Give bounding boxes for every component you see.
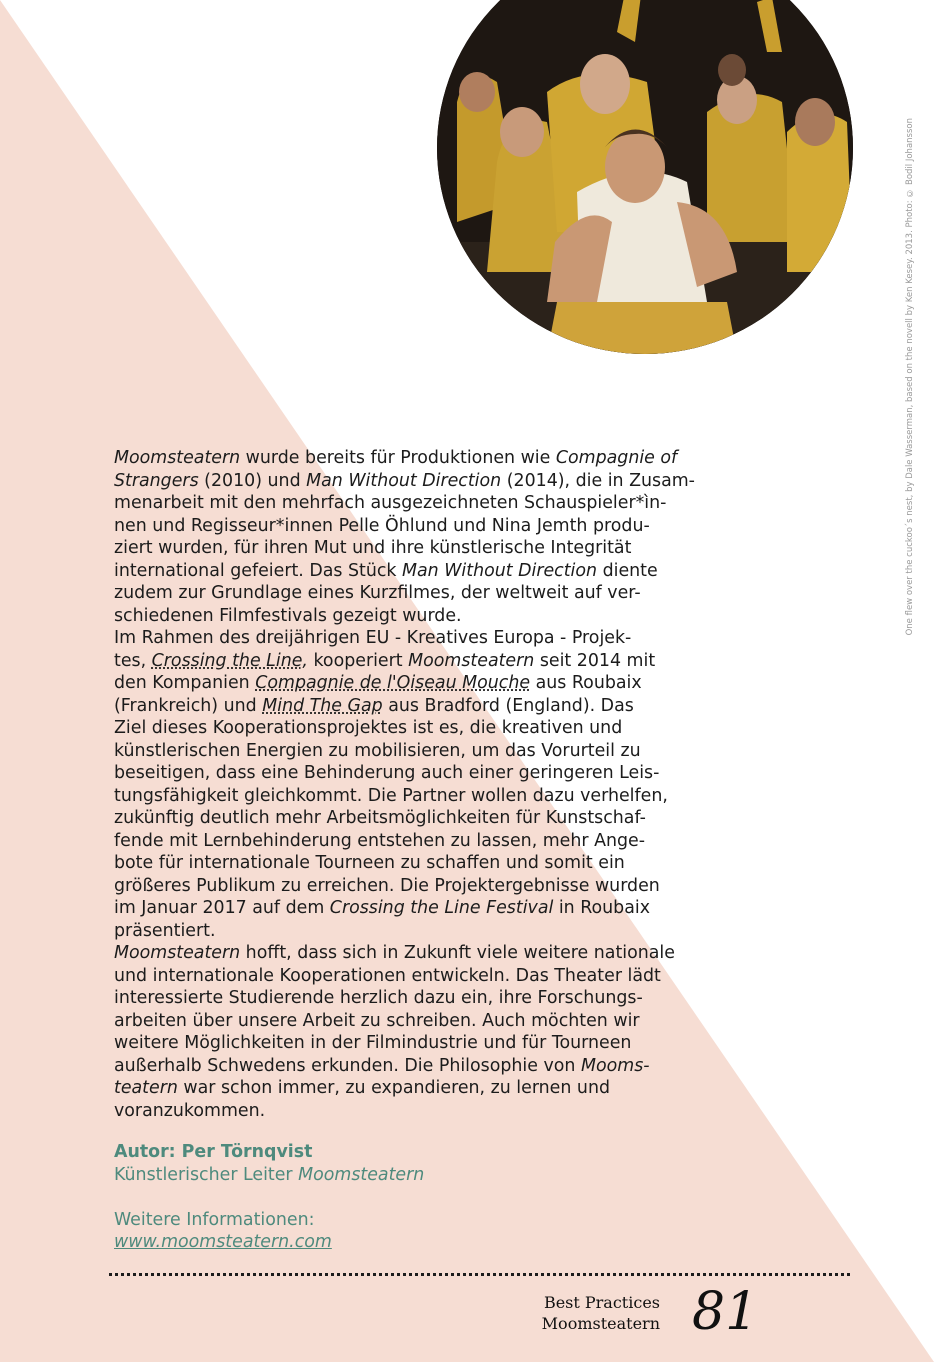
text-italic: teatern [114, 1078, 178, 1098]
mind-the-gap-link[interactable]: Mind The Gap [262, 695, 383, 716]
footer-divider [109, 1273, 850, 1276]
author-role [114, 1164, 424, 1187]
author-block [114, 1141, 424, 1254]
text-run: international gefeiert. Das Stück [114, 560, 403, 581]
crossing-the-line-link[interactable]: Crossing the Line, [151, 650, 308, 671]
text-line: und internationale Kooperationen entwickeln. Das Theater lädt [114, 965, 661, 986]
author-name: Autor: Per Törnqvist [114, 1142, 313, 1162]
text-line [114, 650, 674, 673]
text-line [114, 897, 674, 920]
paragraph-1 [114, 447, 695, 627]
text-italic: Moomsteatern [408, 650, 535, 671]
text-run: in Roubaix [553, 898, 651, 918]
text-line [114, 942, 674, 965]
footer-line-2: Moomsteatern [541, 1314, 660, 1333]
text-run: hofft, dass sich in Zukunft viele weitere nationale [240, 943, 675, 963]
text-italic: Man Without Direction [306, 470, 502, 491]
text-italic: Mooms- [580, 1055, 650, 1076]
text-line: ziert wurden, für ihren Mut und ihre künstlerische Integrität [114, 538, 632, 558]
text-line: fende mit Lernbehinderung entstehen zu lassen, mehr Ange- [114, 830, 646, 851]
text-italic: Moomsteatern [114, 943, 241, 963]
article-body [114, 447, 695, 1122]
text-line: schiedenen Filmfestivals gezeigt wurde. [114, 605, 462, 626]
text-line [114, 560, 674, 583]
text-line [114, 447, 678, 470]
text-run: diente [597, 560, 658, 581]
text-line: zudem zur Grundlage eines Kurzfilmes, der weltweit auf ver- [114, 583, 641, 603]
oiseau-mouche-link[interactable]: Compagnie de l'Oiseau Mouche [255, 673, 531, 693]
text-italic: Compagnie of [555, 448, 678, 468]
text-italic: Moomsteatern [114, 448, 241, 468]
footer-section-label [540, 1292, 660, 1334]
more-info-label: Weitere Informationen: [114, 1209, 315, 1230]
text-run: (2010) und [198, 470, 307, 491]
text-run: kooperiert [307, 650, 409, 671]
text-line: Im Rahmen des dreijährigen EU - Kreatives Europa - Projek- [114, 628, 632, 648]
text-line [114, 1055, 674, 1078]
text-run: war schon immer, zu expandieren, zu lernen und [177, 1078, 611, 1098]
spacer [114, 1186, 424, 1209]
text-line [114, 672, 674, 695]
text-line: voranzukommen. [114, 1100, 266, 1121]
text-line: nen und Regisseur*innen Pelle Öhlund und Nina Jemth produ- [114, 515, 650, 536]
text-line: beseitigen, dass eine Behinderung auch einer geringeren Leis- [114, 763, 660, 783]
text-italic: Strangers [114, 470, 199, 491]
paragraph-2 [114, 627, 674, 942]
text-run: Künstlerischer Leiter [114, 1164, 299, 1185]
paragraph-3 [114, 942, 674, 1122]
text-run: seit 2014 mit [534, 650, 656, 671]
text-line: tungsfähigkeit gleichkommt. Die Partner wollen dazu verhelfen, [114, 785, 668, 806]
text-line: interessierte Studierende herzlich dazu ein, ihre Forschungs- [114, 988, 643, 1008]
text-line [114, 695, 674, 718]
text-run: im Januar 2017 auf dem [114, 898, 330, 918]
text-italic: Crossing the Line Festival [329, 898, 554, 918]
text-run: aus Bradford (England). Das [382, 695, 634, 716]
text-italic: Moomsteatern [298, 1164, 425, 1185]
text-run: wurde bereits für Produktionen wie [240, 448, 556, 468]
text-line: größeres Publikum zu erreichen. Die Projektergebnisse wurden [114, 875, 660, 896]
text-line: arbeiten über unsere Arbeit zu schreiben. Auch möchten wir [114, 1010, 640, 1031]
text-run: (2014), die in Zusam- [501, 470, 695, 491]
text-line: präsentiert. [114, 920, 216, 941]
text-line [114, 1077, 674, 1100]
text-line: künstlerischen Energien zu mobilisieren, um das Vorurteil zu [114, 740, 641, 761]
text-line: bote für internationale Tourneen zu schaffen und somit ein [114, 853, 625, 873]
text-run: den Kompanien [114, 673, 256, 693]
text-run: (Frankreich) und [114, 695, 263, 716]
text-run: aus Roubaix [530, 673, 642, 693]
text-run: außerhalb Schwedens erkunden. Die Philosophie von [114, 1055, 581, 1076]
website-link[interactable]: www.moomsteatern.com [114, 1232, 332, 1252]
text-italic: Man Without Direction [402, 560, 598, 581]
footer-line-1: Best Practices [543, 1293, 660, 1312]
text-line: Ziel dieses Kooperationsprojektes ist es, die kreativen und [114, 718, 623, 738]
website-line [114, 1231, 424, 1254]
text-line [114, 470, 695, 493]
text-line: weitere Möglichkeiten in der Filmindustrie und für Tourneen [114, 1033, 632, 1053]
photo-credit: One flew over the cuckoo´s nest, by Dale Wasserman, based on the novell by Ken Kesey. 2013. Photo: © Bodil Johansson [905, 118, 915, 636]
text-line: menarbeit mit den mehrfach ausgezeichneten Schauspieler*ìn- [114, 493, 667, 513]
text-line: zukünftig deutlich mehr Arbeitsmöglichkeiten für Kunstschaf- [114, 808, 646, 828]
text-run: tes, [114, 650, 152, 671]
page-number: 81 [692, 1282, 759, 1342]
